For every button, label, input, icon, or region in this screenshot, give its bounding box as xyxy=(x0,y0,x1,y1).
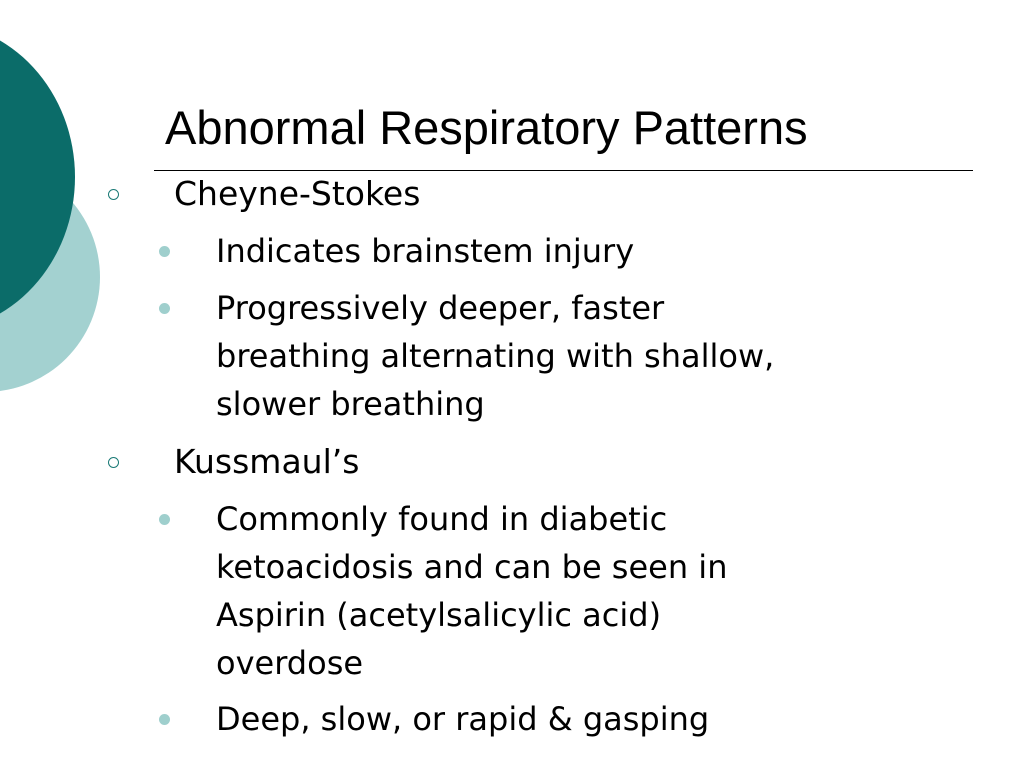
filled-circle-bullet-icon xyxy=(159,714,170,725)
list-item-subpoint xyxy=(216,227,634,275)
list-item-text: overdose xyxy=(216,644,364,682)
filled-circle-bullet-icon xyxy=(159,246,170,257)
list-item-subpoint xyxy=(216,284,774,428)
list-item-text: Indicates brainstem injury xyxy=(216,232,635,270)
filled-circle-bullet-icon xyxy=(159,303,170,314)
hollow-circle-bullet-icon xyxy=(108,457,119,468)
list-item-text: Aspirin (acetylsalicylic acid) xyxy=(216,596,662,634)
hollow-circle-bullet-icon xyxy=(108,189,119,200)
list-item-text: Progressively deeper, faster xyxy=(216,289,665,327)
list-item-label: Cheyne-Stokes xyxy=(174,174,421,213)
list-item-subpoint xyxy=(216,495,727,687)
slide-title: Abnormal Respiratory Patterns xyxy=(165,101,808,154)
list-item-text: ketoacidosis and can be seen in xyxy=(216,548,728,586)
filled-circle-bullet-icon xyxy=(159,514,170,525)
list-item-cheyne-stokes xyxy=(174,170,420,218)
list-item-subpoint xyxy=(216,695,709,743)
list-item-label: Kussmaul’s xyxy=(174,442,360,481)
list-item-text: breathing alternating with shallow, xyxy=(216,337,775,375)
list-item-text: Deep, slow, or rapid & gasping xyxy=(216,700,710,738)
list-item-text: Commonly found in diabetic xyxy=(216,500,668,538)
list-item-text: slower breathing xyxy=(216,385,485,423)
list-item-kussmauls xyxy=(174,438,359,486)
